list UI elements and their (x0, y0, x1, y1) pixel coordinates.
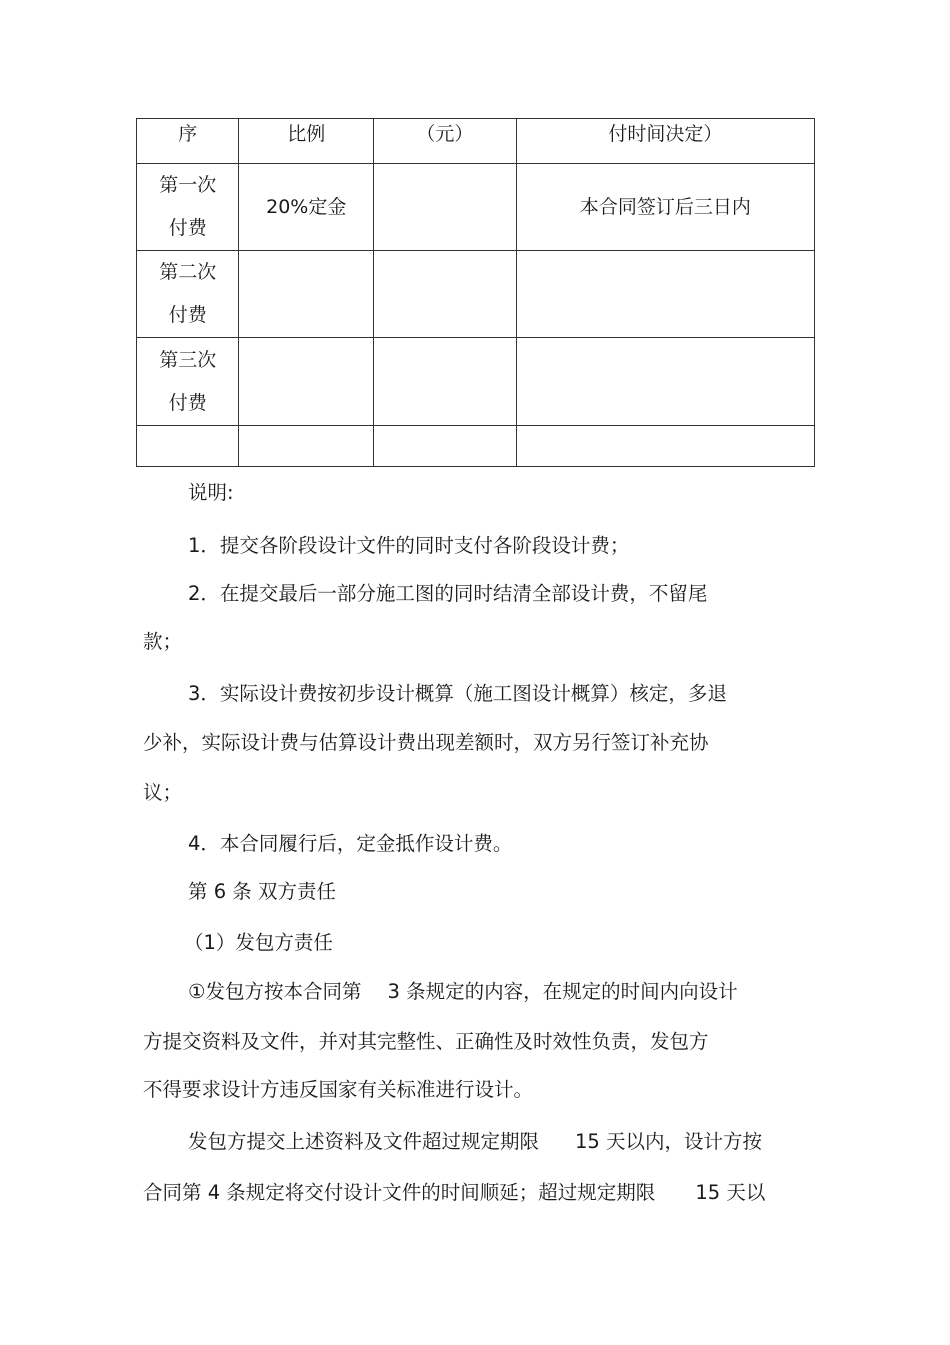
table-row (137, 426, 815, 467)
time-cell (516, 338, 814, 426)
note-item-3-line1: 3．实际设计费按初步设计概算（施工图设计概算）核定，多退 (188, 682, 727, 705)
row-label-line1: 第一次 (159, 174, 217, 196)
header-cell-amount: （元） (374, 119, 517, 164)
amount-cell (374, 338, 517, 426)
row-label-line2: 付费 (168, 304, 207, 326)
article-heading: 第 6 条 双方责任 (188, 880, 337, 903)
row-label-cell (137, 338, 239, 426)
table-row (137, 251, 815, 338)
subsection-heading: （1）发包方责任 (184, 931, 333, 954)
row-label-line2: 付费 (168, 217, 207, 239)
table-row (137, 338, 815, 426)
header-cell-ratio: 比例 (239, 119, 374, 164)
payment-schedule-table (136, 118, 815, 467)
row-label-cell (137, 426, 239, 467)
paragraph-1-line1-part-a: ①发包方按本合同第 (188, 980, 362, 1003)
note-item-2-line1: 2．在提交最后一部分施工图的同时结清全部设计费，不留尾 (188, 582, 708, 605)
time-cell: 本合同签订后三日内 (516, 164, 814, 251)
amount-cell (374, 426, 517, 467)
amount-cell (374, 164, 517, 251)
paragraph-1-line2: 方提交资料及文件，并对其完整性、正确性及时效性负责，发包方 (143, 1030, 709, 1053)
note-item-3-line3: 议； (143, 781, 183, 804)
notes-heading: 说明: (188, 481, 234, 504)
paragraph-2-line1-part-b: 15 天以内，设计方按 (575, 1130, 763, 1153)
table-header-row (137, 119, 815, 164)
ratio-cell: 20%定金 (239, 164, 374, 251)
paragraph-2-line2 (143, 1180, 765, 1206)
row-label-cell (137, 164, 239, 251)
table-row (137, 164, 815, 251)
paragraph-2-line1 (188, 1129, 762, 1155)
time-cell (516, 426, 814, 467)
time-cell (516, 251, 814, 338)
note-item-3-line2: 少补，实际设计费与估算设计费出现差额时，双方另行签订补充协 (143, 731, 709, 754)
paragraph-2-line2-part-a: 合同第 4 条规定将交付设计文件的时间顺延；超过规定期限 (143, 1181, 656, 1204)
header-cell-seq: 序 (137, 119, 239, 164)
row-label-cell (137, 251, 239, 338)
note-item-4: 4．本合同履行后，定金抵作设计费。 (188, 832, 513, 855)
paragraph-1-line3: 不得要求设计方违反国家有关标准进行设计。 (143, 1078, 534, 1101)
row-label-line1: 第三次 (159, 348, 217, 371)
ratio-cell (239, 251, 374, 338)
ratio-cell (239, 338, 374, 426)
paragraph-1-line1-part-b: 3 条规定的内容，在规定的时间内向设计 (387, 980, 738, 1003)
paragraph-2-line2-part-b: 15 天以 (695, 1181, 766, 1204)
header-cell-time: 付时间决定） (516, 119, 814, 164)
paragraph-2-line1-part-a: 发包方提交上述资料及文件超过规定期限 (188, 1130, 540, 1153)
row-label-line1: 第二次 (159, 261, 217, 283)
paragraph-1-line1 (188, 979, 738, 1005)
ratio-cell (239, 426, 374, 467)
note-item-2-line2: 款； (143, 630, 183, 653)
note-item-1: 1．提交各阶段设计文件的同时支付各阶段设计费； (188, 534, 630, 557)
row-label-line2: 付费 (168, 391, 207, 414)
amount-cell (374, 251, 517, 338)
